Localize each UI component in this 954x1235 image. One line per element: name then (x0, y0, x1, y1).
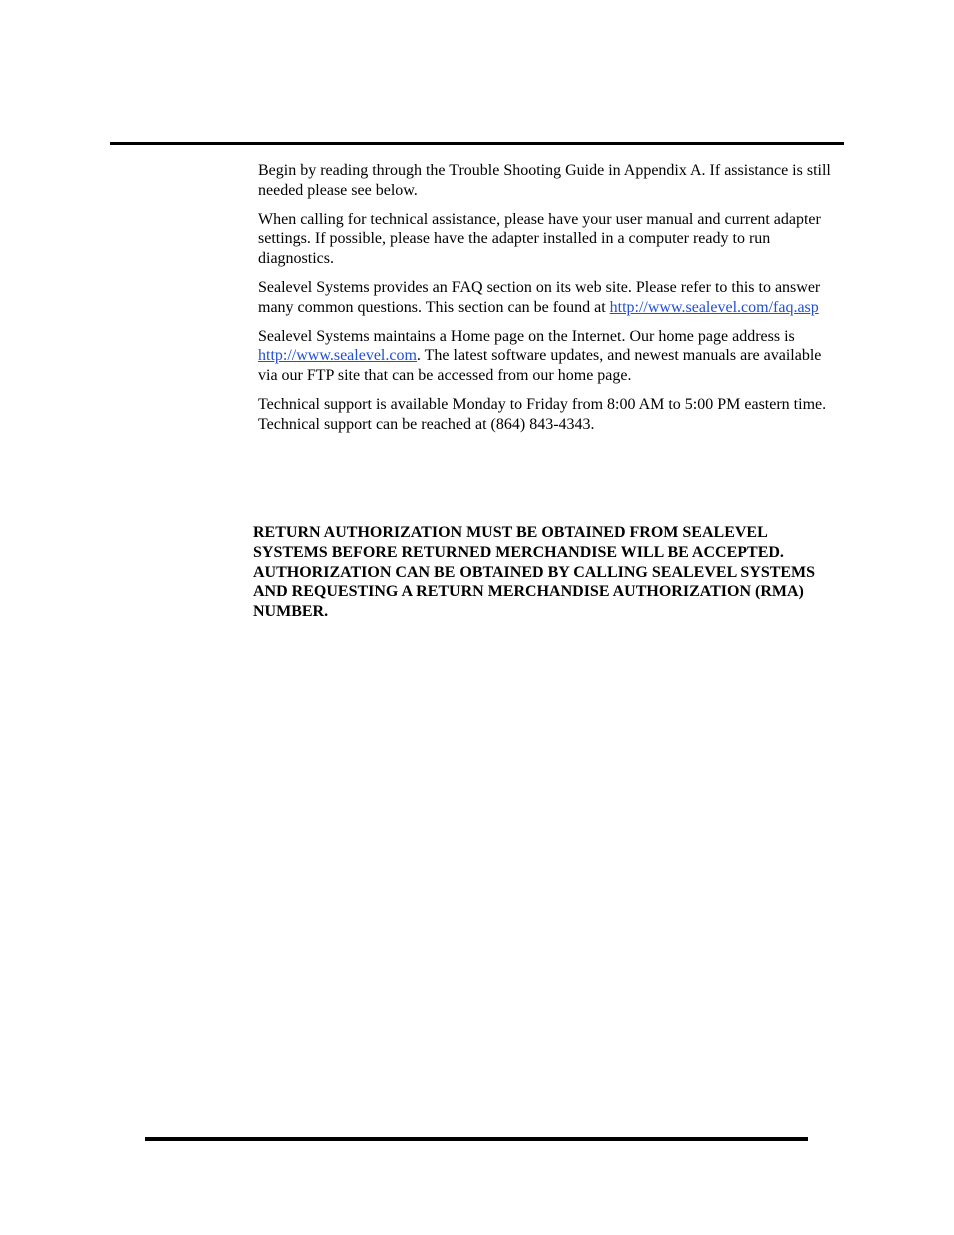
technical-support-section (258, 161, 843, 444)
support-paragraph-guide: Begin by reading through the Trouble Shooting Guide in Appendix A. If assistance is still needed please see below. (258, 162, 831, 199)
support-paragraph-hours: Technical support is available Monday to Friday from 8:00 AM to 5:00 PM eastern time. Technical support can be reached at (864) 843-4343. (258, 395, 827, 433)
homepage-link[interactable]: http://www.sealevel.com (258, 347, 417, 365)
rma-notice: RETURN AUTHORIZATION MUST BE OBTAINED FROM SEALEVEL SYSTEMS BEFORE RETURNED MERCHANDISE WILL BE ACCEPTED. AUTHORIZATION CAN BE OBTAINED BY CALLING SEALEVEL SYSTEMS AND REQUESTING A RETURN MERCHANDISE AUTHORIZATION (RMA) NUMBER. (253, 524, 816, 621)
faq-link[interactable]: http://www.sealevel.com/faq.asp (609, 298, 819, 316)
faq-text: Sealevel Systems provides an FAQ section on its web site. Please refer to this to answer many common questions. This section can be found at (258, 278, 821, 316)
footer-rule (145, 1137, 808, 1141)
header-rule (110, 142, 844, 145)
support-paragraph-homepage (258, 327, 843, 386)
homepage-text-rest: . The latest software updates, and newest manuals are available via our FTP site that can be accessed from our home page. (258, 347, 822, 384)
support-paragraph-calling: When calling for technical assistance, please have your user manual and current adapter settings. If possible, please have the adapter installed in a computer ready to run diagnostics. (258, 210, 821, 267)
support-paragraph-faq (258, 278, 843, 317)
homepage-text: Sealevel Systems maintains a Home page on the Internet. Our home page address is (258, 327, 795, 345)
